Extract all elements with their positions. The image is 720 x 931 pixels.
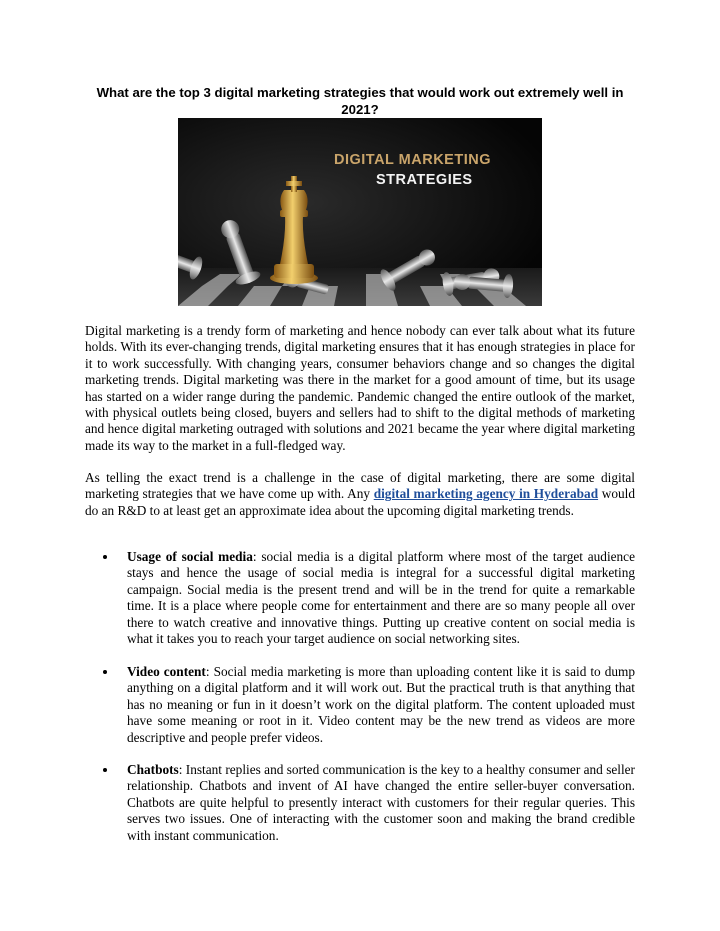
list-item-text [127, 549, 635, 647]
agency-paragraph [85, 470, 635, 519]
list-item-text [127, 664, 635, 746]
list-item-term: Chatbots [127, 762, 179, 777]
intro-paragraph: Digital marketing is a trendy form of marketing and hence nobody can ever talk about what its future holds. With its ever-changing trends, digital marketing ensures that it has enough strategies in place for it to work successfully. With changing years, consumer behaviors change and so changes the digital marketing trends. Digital marketing was there in the market for a good amount of time, but its usage has started on a wider range during the pandemic. Pandemic changed the entire outlook of the market, with physical outlets being closed, buyers and sellers had to shift to the digital methods of marketing and hence digital marketing outraged with solutions and 2021 became the year where digital marketing made its way to the market in a full-fledged way. [85, 323, 635, 453]
bullet-icon [103, 768, 107, 772]
list-item-description: : Instant replies and sorted communication is the key to a healthy consumer and seller relationship. Chatbots and invent of AI have changed the entire seller-buyer conversation. Chatbots are quite helpful to presently interact with customers for their regular queries. This serves two issues. One of interacting with the customer soon and making the brand credible with instant communication. [127, 762, 635, 843]
agency-paragraph-start: As telling the exact trend is a challenge in the case of digital marketing, there are some digital marketing strategies that we have come up with. Any [85, 470, 635, 502]
bullet-icon [103, 555, 107, 559]
bullet-icon [103, 670, 107, 674]
list-item-description: : social media is a digital platform where most of the target audience stays and hence the usage of social media is integral for a successful digital marketing campaign. Social media is the present trend and will be in the trend for quite a remarkable time. It is a place where people come for entertainment and there are so many people all over there to watch creative and innovative things. Putting up creative content on social media is what it takes you to reach your target audience on social networking sites. [127, 549, 635, 647]
hero-title-line1: DIGITAL MARKETING [334, 152, 491, 168]
page-title: What are the top 3 digital marketing strategies that would work out extremely well in 2021? [96, 85, 624, 117]
list-item-description: : Social media marketing is more than uploading content like it is said to dump anything on a digital platform and it will work out. But the practical truth is that anything that has no meaning or fun in it doesn’t work on the digital platform. The content uploaded must have some meaning or root in it. Video content may be the new trend as videos are more descriptive and people prefer videos. [127, 664, 635, 745]
hero-title-line2: STRATEGIES [376, 172, 473, 188]
list-item-term: Video content [127, 664, 206, 679]
hero-image [178, 118, 542, 306]
list-item-text [127, 762, 635, 844]
agency-link[interactable]: digital marketing agency in Hyderabad [373, 486, 599, 502]
agency-paragraph-end: would do an R&D to at least get an approximate idea about the upcoming digital marketing trends. [85, 486, 635, 518]
list-item-term: Usage of social media [127, 549, 253, 564]
